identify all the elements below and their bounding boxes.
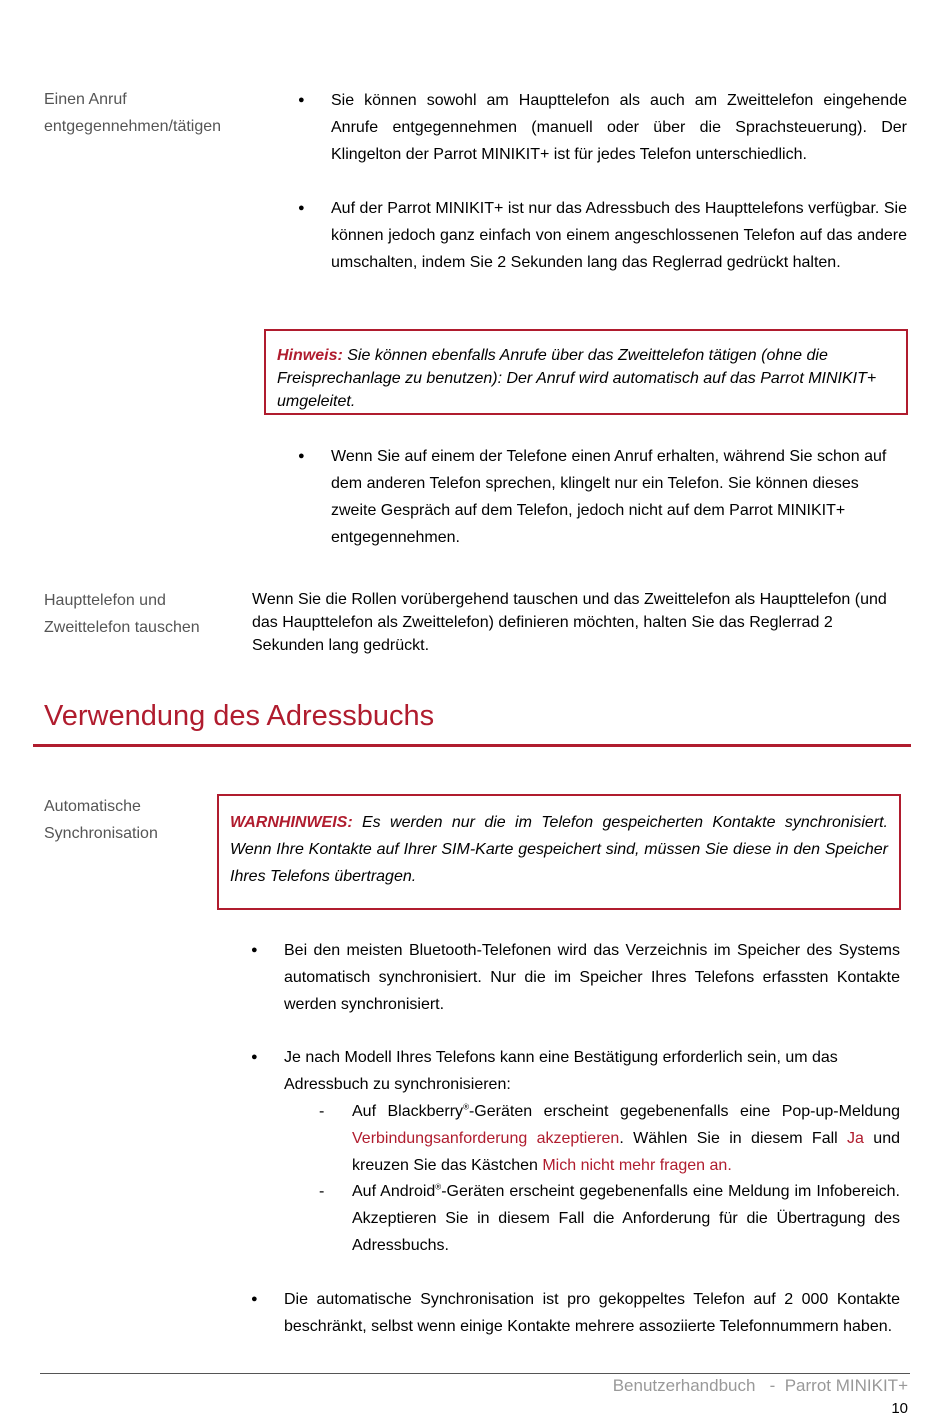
sync-bullet-3: Die automatische Synchronisation ist pro gekoppeltes Telefon auf 2 000 Kontakte beschränkt, selbst wenn einige Kontakte mehrere assoziierte Telefonnummern haben. [284,1291,900,1335]
section-label-swap-line2: Zweittelefon tauschen [44,619,200,636]
heading-rule [33,744,911,747]
dash1-highlight-2: Ja [847,1130,864,1147]
note-box [264,329,908,415]
dash1-part-d: und kreuzen Sie das Kästchen [352,1130,900,1174]
registered-mark: ® [435,1182,442,1192]
section-label-call [44,86,264,140]
call-bullet-1: Sie können sowohl am Haupttelefon als auch am Zweittelefon eingehende Anrufe entgegennehmen (manuell oder über die Sprachsteuerung). Der Klingelton der Parrot MINIKIT+ ist für jedes Telefon unterschiedlich. [331,92,907,163]
section-label-call-line2: entgegennehmen/tätigen [44,118,222,135]
footer-rule [40,1373,910,1374]
dash-icon: - [319,1103,325,1120]
bullet-icon: ● [298,450,305,462]
dash2-part-b: -Geräten erscheint gegebenenfalls eine Meldung im Infobereich. Akzeptieren Sie in diesem Fall die Anforderung für die Übertragung des Adressbuchs. [352,1183,900,1254]
dash1-part-c: . Wählen Sie in diesem Fall [619,1130,848,1147]
call-bullet-2: Auf der Parrot MINIKIT+ ist nur das Adressbuch des Haupttelefons verfügbar. Sie können jedoch ganz einfach von einem angeschlossenen Telefon auf das andere umschalten, indem Sie 2 Sekunden lang das Reglerrad gedrückt halten. [331,200,907,271]
dash1-part-a: Auf Blackberry [352,1103,464,1120]
sync-bullet-2: Je nach Modell Ihres Telefons kann eine Bestätigung erforderlich sein, um das Adressbuch zu synchronisieren: [284,1049,838,1093]
bullet-icon: ● [298,202,305,214]
section-heading: Verwendung des Adressbuchs [44,700,435,732]
section-label-swap [44,587,249,641]
sync-dash-android [352,1178,900,1259]
bullet-icon: ● [251,1293,258,1305]
section-label-call-line1: Einen Anruf [44,91,127,108]
bullet-icon: ● [298,94,305,106]
dash-icon: - [319,1183,325,1200]
section-label-sync-line2: Synchronisation [44,825,158,842]
note-label: Hinweis: [277,347,343,364]
sync-bullet-1: Bei den meisten Bluetooth-Telefonen wird das Verzeichnis im Speicher des Systems automatisch synchronisiert. Nur die im Speicher Ihres Telefons erfassten Kontakte werden synchronisiert. [284,942,900,1013]
section-label-swap-line1: Haupttelefon und [44,592,166,609]
footer-title: Benutzerhandbuch - Parrot MINIKIT+ [612,1376,908,1395]
bullet-icon: ● [251,1051,258,1063]
call-bullet-3: Wenn Sie auf einem der Telefone einen Anruf erhalten, während Sie schon auf dem anderen Telefon sprechen, klingelt nur ein Telefon. Sie können dieses zweite Gespräch auf dem Telefon, jedoch nicht auf dem Parrot MINIKIT+ entgegennehmen. [331,448,887,546]
dash2-part-a: Auf Android [352,1183,436,1200]
bullet-icon: ● [251,944,258,956]
registered-mark: ® [463,1102,469,1112]
section-label-sync [44,793,214,847]
warning-box [217,794,901,910]
dash1-part-b: -Geräten erscheint gegebenenfalls eine Pop-up-Meldung [468,1103,900,1120]
sync-dash-blackberry [352,1098,900,1179]
section-label-sync-line1: Automatische [44,798,141,815]
warning-label: WARNHINWEIS: [230,814,353,831]
dash1-highlight-1: Verbindungsanforderung akzeptieren [352,1130,620,1147]
warning-text: Es werden nur die im Telefon gespeicherten Kontakte synchronisiert. Wenn Ihre Kontakte auf Ihrer SIM-Karte gespeichert sind, müssen Sie diese in den Speicher Ihres Telefons übertragen. [230,814,888,885]
page-number: 10 [891,1400,908,1417]
swap-text: Wenn Sie die Rollen vorübergehend tauschen und das Zweittelefon als Haupttelefon (und das Haupttelefon als Zweittelefon) definieren möchten, halten Sie das Reglerrad 2 Sekunden lang gedrückt. [252,591,887,654]
dash1-highlight-3: Mich nicht mehr fragen an. [542,1157,732,1174]
note-text: Sie können ebenfalls Anrufe über das Zweittelefon tätigen (ohne die Freisprechanlage zu benutzen): Der Anruf wird automatisch auf das Parrot MINIKIT+ umgeleitet. [277,347,877,410]
